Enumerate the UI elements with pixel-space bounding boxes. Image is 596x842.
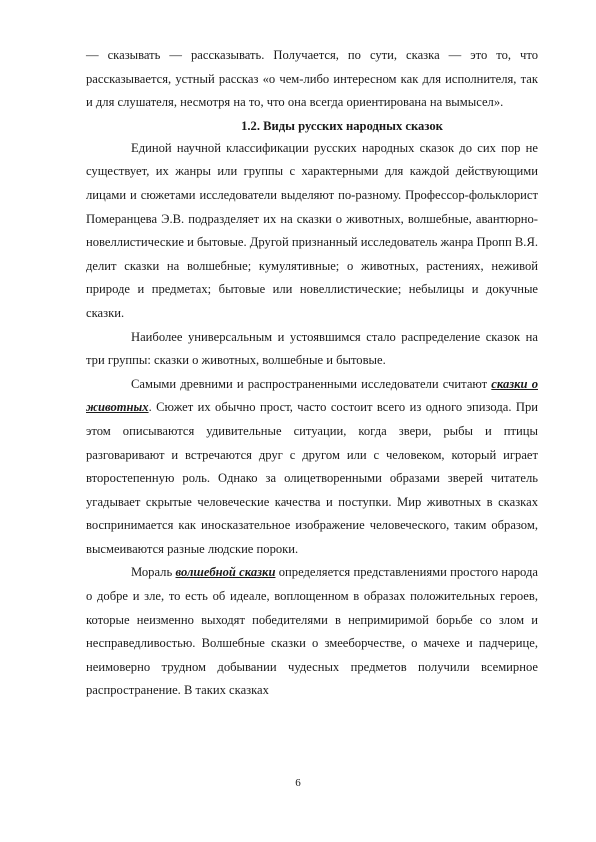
paragraph-definition: — сказывать — рассказывать. Получается, по сути, сказка — это то, что рассказывается, устный рассказ «о чем-либо интересном как для исполнителя, так и для слушателя, несмотря на то, что она всегда ориентирована на вымысел».: [86, 48, 538, 110]
paragraph-magic-tales-body: определяется представлениями простого народа о добре и зле, то есть об идеале, воплощенном в образах положительных героев, которые неизменно выходят победителями в непримиримой борьбе со злом и несправедливостью. Волшебные сказки о змееборчестве, о мачехе и падчерице, неимоверно трудном добывании чудесных предметов получили всемирное распространение. В таких сказках: [86, 565, 538, 698]
paragraph-three-groups: Наиболее универсальным и устоявшимся стало распределение сказок на три группы: сказки о животных, волшебные и бытовые.: [86, 329, 538, 368]
paragraph-animal-tales-lead: Самыми древними и распространенными исследователи считают: [131, 376, 492, 391]
emphasis-magic-tales: волшебной сказки: [175, 565, 276, 580]
paragraph-magic-tales-lead: Мораль: [131, 565, 176, 580]
page-number: 6: [295, 777, 301, 789]
section-heading: 1.2. Виды русских народных сказок: [241, 118, 443, 133]
document-page: [86, 44, 538, 703]
emphasis-animal-tales: сказки о животных: [86, 376, 538, 415]
paragraph-classification: Единой научной классификации русских народных сказок до сих пор не существует, их жанры или группы с характерными для каждой действующими лицами и сюжетами исследователи выделяют по-разному. Профессор-фольклорист Померанцева Э.В. подразделяет их на сказки о животных, волшебные, авантюрно-новеллистические и бытовые. Другой признанный исследователь жанра Пропп В.Я. делит сказки на волшебные; кумулятивные; о животных, растениях, неживой природе и предметах; бытовые или новеллистические; небылицы и докучные сказки.: [86, 140, 538, 320]
paragraph-animal-tales: [86, 373, 538, 562]
paragraph-magic-tales: [86, 561, 538, 703]
paragraph-animal-tales-body: . Сюжет их обычно прост, часто состоит всего из одного эпизода. При этом описываются удивительные ситуации, когда звери, рыбы и птицы разговаривают и встречаются друг с другом или с человеком, который играет второстепенную роль. Однако за олицетворенными образами зверей читатель угадывает скрытые человеческие качества и поступки. Мир животных в сказках воспринимается как иносказательное изображение человеческого, таким образом, высмеиваются разные людские пороки.: [86, 400, 538, 556]
